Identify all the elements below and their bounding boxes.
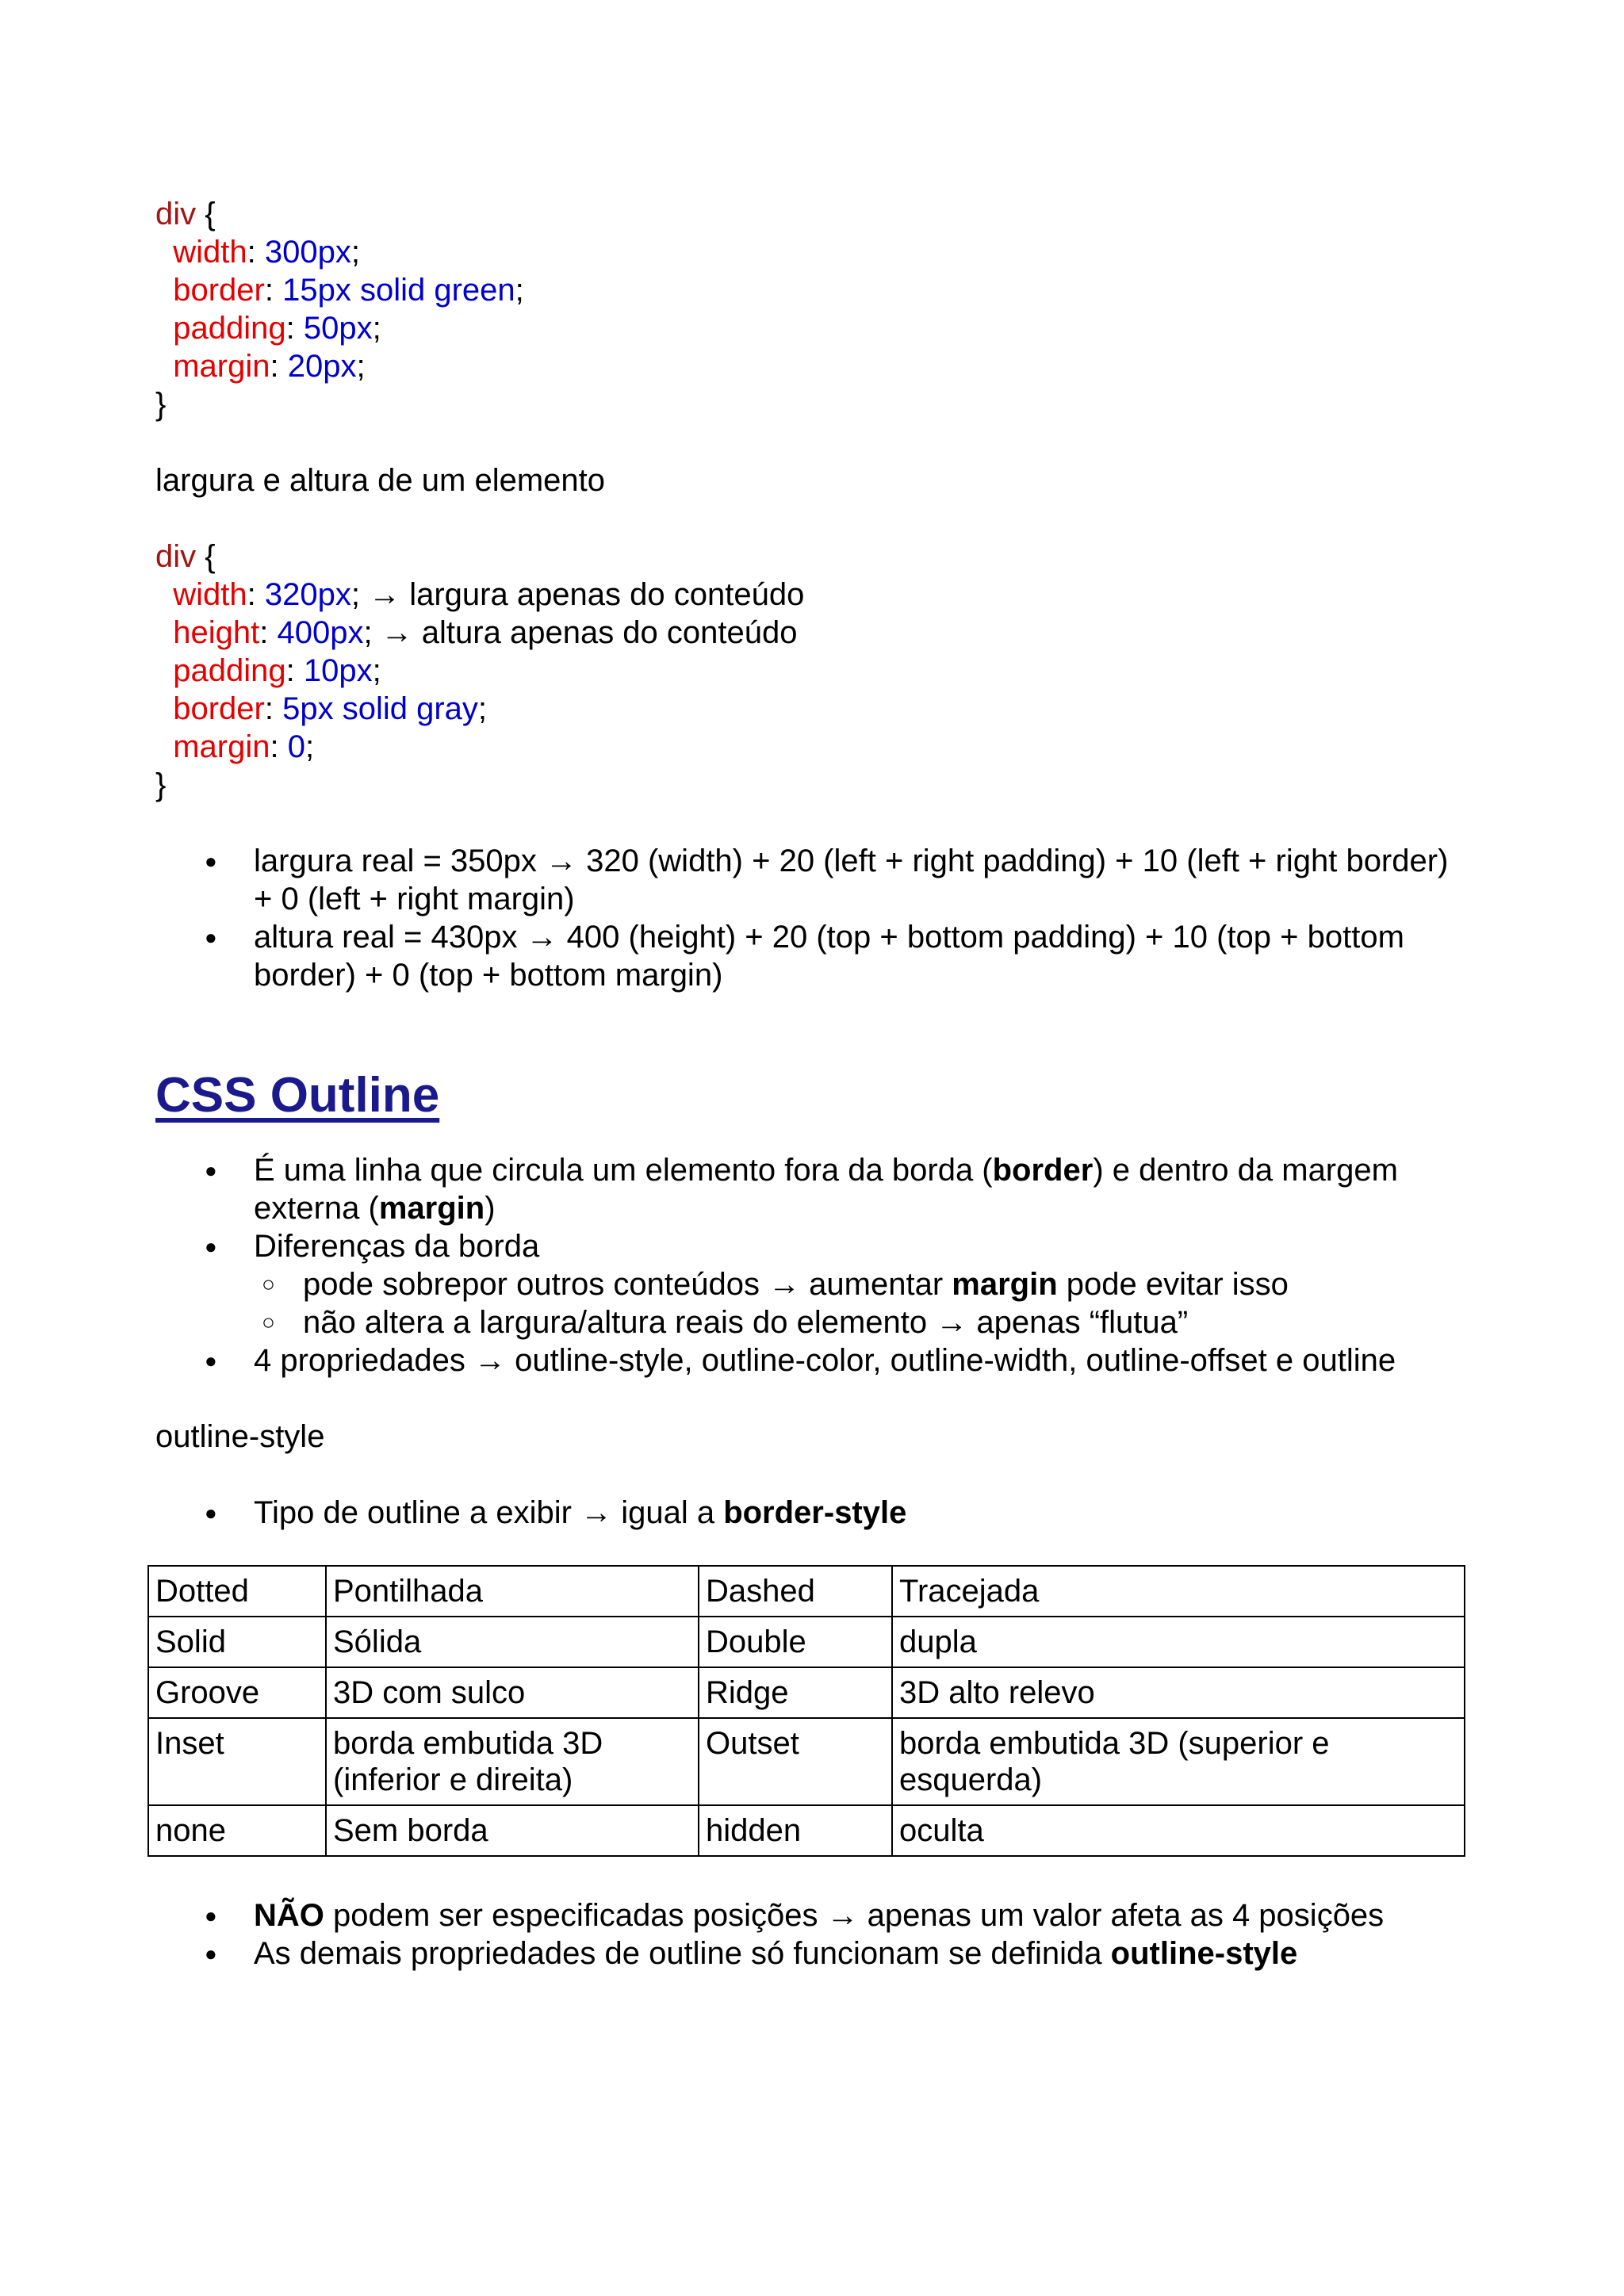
code-block-1	[155, 195, 1472, 423]
code-note: → largura apenas do conteúdo	[369, 577, 805, 612]
css-property: padding	[173, 653, 286, 688]
code-line: margin: 0;	[173, 729, 315, 764]
table-cell: Sólida	[326, 1617, 699, 1667]
outline-bullet-list	[155, 1151, 1472, 1380]
css-property: width	[173, 577, 247, 612]
css-value: 320px	[264, 577, 351, 612]
css-selector: div	[155, 539, 197, 574]
code-line: border: 5px solid gray;	[173, 691, 488, 726]
css-property: padding	[173, 311, 286, 346]
paragraph-outline-style: outline-style	[155, 1419, 325, 1454]
table-cell: Dotted	[148, 1566, 326, 1617]
css-property: border	[173, 691, 265, 726]
css-value: 20px	[287, 349, 357, 384]
table-row	[148, 1566, 1465, 1617]
table-cell: 3D alto relevo	[892, 1667, 1465, 1718]
css-value: 50px	[303, 311, 373, 346]
table-cell: Inset	[148, 1718, 326, 1805]
code-line: padding: 50px;	[173, 311, 381, 346]
list-item: ● Diferenças da borda ○ pode sobrepor outros conteúdos → aumentar margin pode evitar isso ○ não altera a largura/altura reais do elemento → apenas “flutua”	[155, 1227, 1472, 1341]
table-cell: Sem borda	[326, 1805, 699, 1856]
calc-bullet-list	[155, 842, 1472, 994]
table-cell: Tracejada	[892, 1566, 1465, 1617]
table-cell: hidden	[699, 1805, 892, 1856]
table-cell: 3D com sulco	[326, 1667, 699, 1718]
css-value: 10px	[303, 653, 373, 688]
list-item: ● Tipo de outline a exibir → igual a border-style	[155, 1494, 1472, 1532]
list-item: ● 4 propriedades → outline-style, outline-color, outline-width, outline-offset e outline	[155, 1341, 1472, 1380]
css-value: 300px	[264, 235, 351, 270]
code-line: }	[155, 387, 167, 422]
code-line: width: 320px; → largura apenas do conteúdo	[173, 577, 805, 612]
table-cell: Ridge	[699, 1667, 892, 1718]
code-line: margin: 20px;	[173, 349, 366, 384]
section-heading[interactable]: CSS Outline	[155, 1068, 440, 1123]
table-cell: borda embutida 3D (superior e esquerda)	[892, 1718, 1465, 1805]
style-bullet-list	[155, 1494, 1472, 1532]
table-cell: dupla	[892, 1617, 1465, 1667]
code-block-2	[155, 538, 1472, 804]
list-item: ● altura real = 430px → 400 (height) + 20 (top + bottom padding) + 10 (top + bottom border) + 0 (top + bottom margin)	[155, 918, 1472, 994]
code-line: height: 400px; → altura apenas do conteúdo	[173, 615, 798, 650]
outline-style-table	[147, 1565, 1465, 1857]
list-item: ● As demais propriedades de outline só funcionam se definida outline-style	[155, 1934, 1472, 1973]
table-cell: Solid	[148, 1617, 326, 1667]
paragraph-width-height: largura e altura de um elemento	[155, 463, 605, 498]
table-cell: Groove	[148, 1667, 326, 1718]
table-row	[148, 1617, 1465, 1667]
list-item: ● NÃO podem ser especificadas posições → apenas um valor afeta as 4 posições	[155, 1896, 1472, 1934]
css-property: margin	[173, 349, 270, 384]
css-property: width	[173, 235, 247, 270]
css-property: height	[173, 615, 260, 650]
code-line: padding: 10px;	[173, 653, 381, 688]
table-cell: Double	[699, 1617, 892, 1667]
table-row	[148, 1718, 1465, 1805]
list-item: ● É uma linha que circula um elemento fora da borda (border) e dentro da margem externa (margin)	[155, 1151, 1472, 1227]
table-row	[148, 1805, 1465, 1856]
css-value: 15px solid green	[282, 273, 515, 308]
css-value: 400px	[277, 615, 364, 650]
code-note: → altura apenas do conteúdo	[381, 615, 798, 650]
css-value: 5px solid gray	[282, 691, 478, 726]
list-item: ● largura real = 350px → 320 (width) + 20 (left + right padding) + 10 (left + right border) + 0 (left + right margin)	[155, 842, 1472, 918]
table-cell: none	[148, 1805, 326, 1856]
css-selector: div	[155, 197, 197, 232]
sub-list-item: ○ não altera a largura/altura reais do elemento → apenas “flutua”	[254, 1303, 1472, 1341]
table-row	[148, 1667, 1465, 1718]
code-line: div {	[155, 539, 216, 574]
code-line: border: 15px solid green;	[173, 273, 524, 308]
final-bullet-list	[155, 1896, 1472, 1973]
sub-list-item: ○ pode sobrepor outros conteúdos → aumentar margin pode evitar isso	[254, 1265, 1472, 1303]
css-property: border	[173, 273, 265, 308]
table-cell: Outset	[699, 1718, 892, 1805]
code-line: }	[155, 767, 167, 802]
css-value: 0	[287, 729, 305, 764]
sub-list	[254, 1265, 1472, 1341]
code-line: div {	[155, 197, 216, 232]
table-cell: borda embutida 3D (inferior e direita)	[326, 1718, 699, 1805]
table-cell: oculta	[892, 1805, 1465, 1856]
css-property: margin	[173, 729, 270, 764]
document-page	[155, 195, 1472, 1973]
table-cell: Dashed	[699, 1566, 892, 1617]
table-cell: Pontilhada	[326, 1566, 699, 1617]
code-line: width: 300px;	[173, 235, 360, 270]
